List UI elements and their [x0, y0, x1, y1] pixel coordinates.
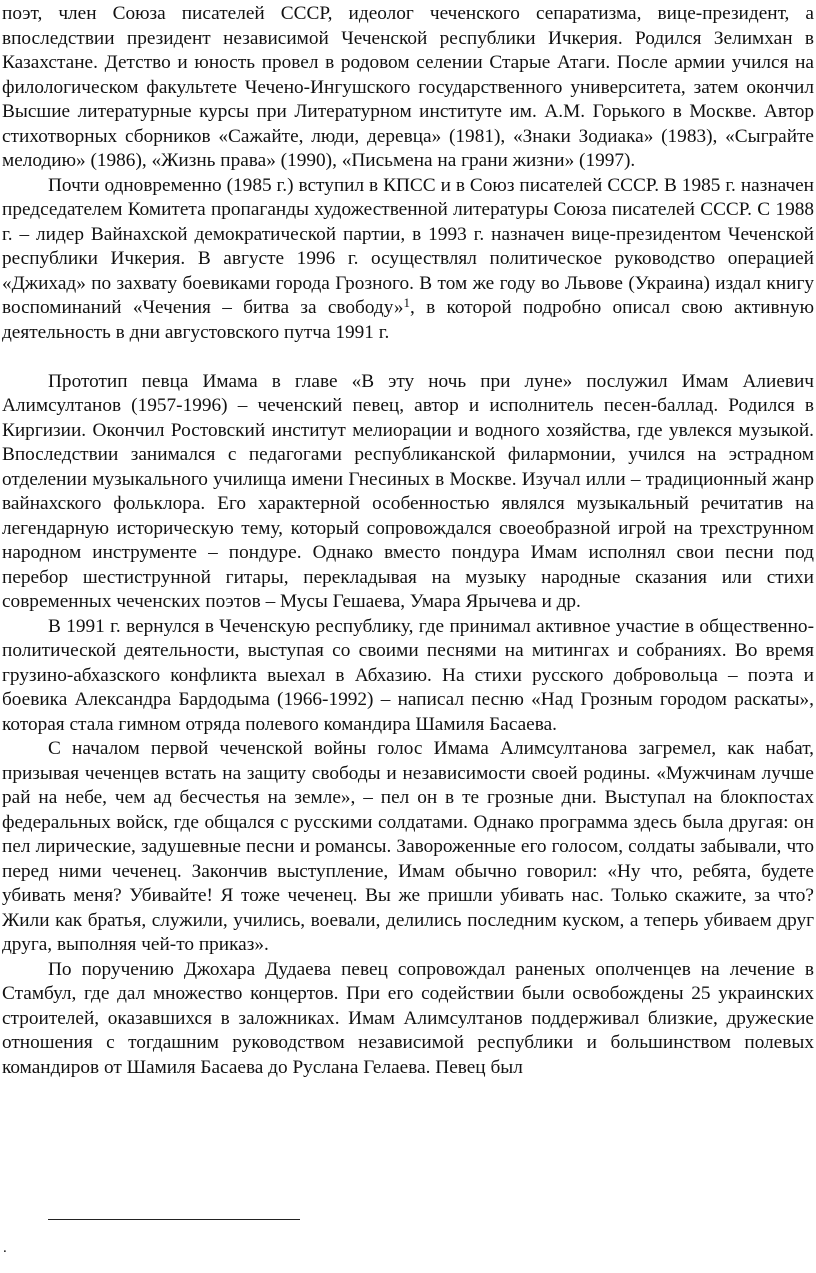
footnote-marker: . [3, 1240, 7, 1256]
paragraph-2 [2, 174, 814, 346]
paragraph-4: В 1991 г. вернулся в Чеченскую республику, где принимал активное участие в общественно-политической деятельности, выступая со своими песнями на митингах и собраниях. Во время грузино-абхазского конфликта выехал в Абхазию. На стихи русского добровольца – поэта и боевика Александра Бардодыма (1966-1992) – написал песню «Над Грозным городом раскаты», которая стала гимном отряда полевого командира Шамиля Басаева. [2, 615, 814, 735]
body-text [2, 2, 814, 1080]
paragraph-3: Прототип певца Имама в главе «В эту ночь при луне» послужил Имам Алиевич Алимсултанов (1957-1996) – чеченский певец, автор и исполнитель песен-баллад. Родился в Киргизии. Окончил Ростовский институт мелиорации и водного хозяйства, где увлекся музыкой. Впоследствии занимался с педагогами республиканской филармонии, учился на эстрадном отделении музыкального училища имени Гнесиных в Москве. Изучал илли – традиционный жанр вайнахского фольклора. Его характерной особенностью являлся музыкальный речитатив на легендарную историческую тему, который сопровождался своеобразной игрой на трехструнном народном инструменте – пондуре. Однако вместо пондура Имам исполнял свои песни под перебор шестиструнной гитары, перекладывая на музыку народные сказания или стихи современных чеченских поэтов – Мусы Гешаева, Умара Ярычева и др. [2, 370, 814, 612]
paragraph-1: поэт, член Союза писателей СССР, идеолог чеченского сепаратизма, вице-президент, а впоследствии президент независимой Чеченской республики Ичкерия. Родился Зелимхан в Казахстане. Детство и юность провел в родовом селении Старые Атаги. После армии учился на филологическом факультете Чечено-Ингушского государственного университета, затем окончил Высшие литературные курсы при Литературном институте им. А.М. Горького в Москве. Автор стихотворных сборников «Сажайте, люди, деревца» (1981), «Знаки Зодиака» (1983), «Сыграйте мелодию» (1986), «Жизнь права» (1990), «Письмена на грани жизни» (1997). [2, 3, 814, 171]
paragraph-6: По поручению Джохара Дудаева певец сопровождал раненых ополченцев на лечение в Стамбул, где дал множество концертов. При его содействии были освобождены 25 украинских строителей, оказавшихся в заложниках. Имам Алимсултанов поддерживал близкие, дружеские отношения с тогдашним руководством независимой республики и большинством полевых командиров от Шамиля Басаева до Руслана Гелаева. Певец был [2, 958, 814, 1078]
paragraph-2-text-end: , в которой подробно описал свою активную деятельность в дни августовского путча 1991 г. [2, 297, 814, 343]
paragraph-2-text: Почти одновременно (1985 г.) вступил в КПСС и в Союз писателей СССР. В 1985 г. назначен председателем Комитета пропаганды художественной литературы Союза писателей СССР. С 1988 г. – лидер Вайнахской демократической партии, в 1993 г. назначен вице-президентом Чеченской республики Ичкерия. В августе 1996 г. осуществлял политическое руководство операцией «Джихад» по захвату боевиками города Грозного. В том же году во Львове (Украина) издал книгу воспоминаний «Чечения – битва за свободу» [2, 174, 814, 318]
footnote-separator [48, 1219, 300, 1220]
footnote-reference[interactable]: 1 [403, 295, 410, 310]
paragraph-5: С началом первой чеченской войны голос Имама Алимсултанова загремел, как набат, призывая чеченцев встать на защиту свободы и независимости своей родины. «Мужчинам лучше рай на небе, чем ад бесчестья на земле», – пел он в те грозные дни. Выступал на блокпостах федеральных войск, где общался с русскими солдатами. Однако программа здесь была другая: он пел лирические, задушевные песни и романсы. Завороженные его голосом, солдаты забывали, что перед ними чеченец. Закончив выступление, Имам обычно говорил: «Ну что, ребята, будете убивать меня? Убивайте! Я тоже чеченец. Вы же пришли убивать нас. Только скажите, за что? Жили как братья, служили, учились, воевали, делились последним куском, а теперь убиваем друг друга, выполняя чей-то приказ». [2, 738, 814, 955]
